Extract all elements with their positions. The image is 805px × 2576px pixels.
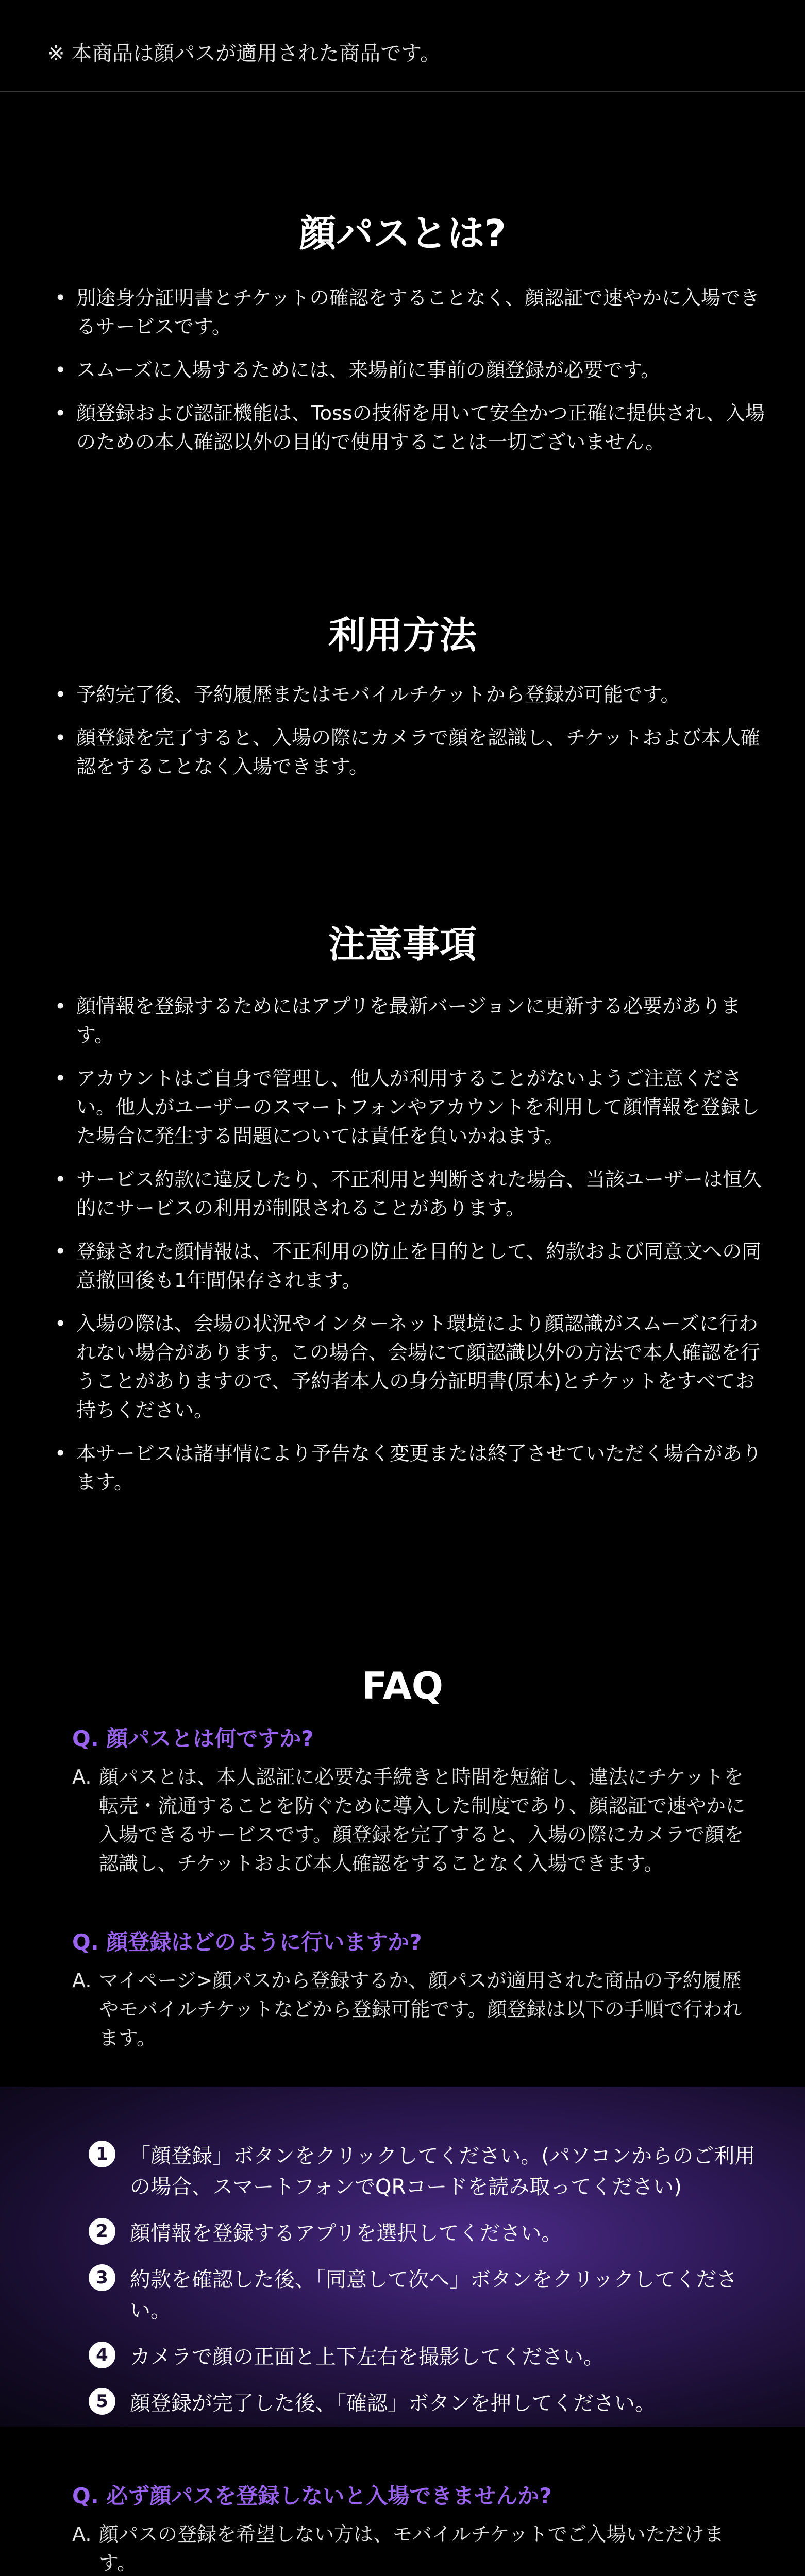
step-item: 2 顔情報を登録するアプリを選択してください。 [89, 2218, 774, 2249]
step-item: 4 カメラで顔の正面と上下左右を撮影してください。 [89, 2342, 774, 2372]
faq-answer: A. マイページ>顔パスから登録するか、顔パスが適用された商品の予約履歴やモバイルチケットなどから登録可能です。顔登録は以下の手順で行われます。 [72, 1969, 742, 2049]
faq-answer: A. 顔パスとは、本人認証に必要な手続きと時間を短縮し、違法にチケットを転売・流通することを防ぐために導入した制度であり、顔認証で速やかに入場できるサービスです。顔登録を完了すると、入場の際にカメラで顔を認識し、チケットおよび本人確認をすることなく入場できます。 [72, 1766, 746, 1875]
faq-question: Q. 顔パスとは何ですか? [72, 1726, 314, 1751]
list-item: • 顔情報を登録するためにはアプリを最新バージョンに更新する必要があります。 [55, 995, 741, 1046]
list-item: • アカウントはご自身で管理し、他人が利用することがないようご注意ください。他人がユーザーのスマートフォンやアカウントを利用して顔情報を登録した場合に発生する問題については責任を負いかねます。 [55, 1067, 760, 1147]
list-item: • 顔登録を完了すると、入場の際にカメラで顔を認識し、チケットおよび本人確認をすることなく入場できます。 [55, 726, 760, 778]
notes-list [52, 992, 768, 1511]
about-title: 顔パスとは? [299, 212, 506, 255]
registration-steps [0, 2087, 805, 2427]
step-item: 3 約款を確認した後、「同意して次へ」ボタンをクリックしてください。 [89, 2264, 774, 2326]
about-list [52, 283, 768, 471]
list-item: • 別途身分証明書とチケットの確認をすることなく、顔認証で速やかに入場できるサービスです。 [55, 286, 760, 338]
divider [0, 91, 805, 92]
notes-title: 注意事項 [328, 923, 477, 966]
usage-title: 利用方法 [328, 614, 477, 657]
faq-item [72, 2481, 758, 2576]
faq-question: Q. 必ず顔パスを登録しないと入場できませんか? [72, 2483, 552, 2509]
faq-title: FAQ [362, 1664, 443, 1707]
product-note: ※ 本商品は顔パスが適用された商品です。 [47, 42, 441, 65]
list-item: • 本サービスは諸事情により予告なく変更または終了させていただく場合があります。 [55, 1442, 762, 1494]
list-item: • 顔登録および認証機能は、Tossの技術を用いて安全かつ正確に提供され、入場のための本人確認以外の目的で使用することは一切ございません。 [55, 402, 765, 453]
list-item: • 入場の際は、会場の状況やインターネット環境により顔認識がスムーズに行われない場合があります。この場合、会場にて顔認識以外の方法で本人確認を行うことがありますので、予約者本人の身分証明書(原本)とチケットをすべてお持ちください。 [55, 1312, 760, 1421]
faq-item [72, 1723, 758, 1878]
faq-answer: A. 顔パスの登録を希望しない方は、モバイルチケットでご入場いただけます。 [72, 2523, 724, 2574]
list-item: • 登録された顔情報は、不正利用の防止を目的として、約款および同意文への同意撤回後も1年間保存されます。 [55, 1240, 762, 1292]
step-item: 1 「顔登録」ボタンをクリックしてください。(パソコンからのご利用の場合、スマートフォンでQRコードを読み取ってください) [89, 2141, 774, 2202]
list-item: • 予約完了後、予約履歴またはモバイルチケットから登録が可能です。 [55, 683, 680, 706]
list-item: • スムーズに入場するためには、来場前に事前の顔登録が必要です。 [55, 359, 661, 381]
faq-question: Q. 顔登録はどのように行いますか? [72, 1929, 422, 1955]
list-item: • サービス約款に違反したり、不正利用と判断された場合、当該ユーザーは恒久的にサービスの利用が制限されることがあります。 [55, 1168, 762, 1219]
usage-list [52, 680, 768, 795]
step-item: 5 顔登録が完了した後、「確認」ボタンを押してください。 [89, 2388, 774, 2419]
faq-item [72, 1927, 758, 2053]
